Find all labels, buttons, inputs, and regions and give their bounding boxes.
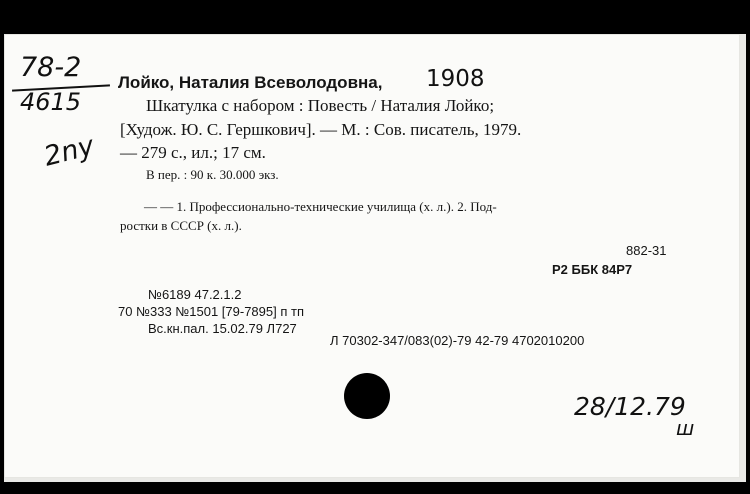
bbk-classification: Р2 ББК 84Р7: [552, 262, 633, 277]
punch-hole: [344, 373, 390, 419]
handwritten-note: 2ny: [40, 130, 98, 173]
udc-index: 882-31: [626, 243, 667, 258]
price-circulation: В пер. : 90 к. 30.000 экз.: [146, 167, 279, 182]
batch-number: 70 №333 №1501 [79-7895] п тп: [118, 304, 304, 319]
print-code: Л 70302-347/083(02)-79 42-79 4702010200: [330, 333, 585, 348]
record-number: №6189 47.2.1.2: [148, 287, 242, 302]
subject-headings: — — 1. Профессионально-технические училища (х. л.). 2. Под-: [144, 199, 497, 214]
handwritten-initials: ш: [676, 416, 695, 440]
title-statement: Шкатулка с набором : Повесть / Наталия Лойко;: [146, 96, 495, 115]
handwritten-date: 28/12.79: [574, 392, 686, 421]
physical-description: — 279 с., ил.; 17 см.: [120, 143, 266, 162]
book-chamber-stamp: Вс.кн.пал. 15.02.79 Л727: [148, 321, 297, 336]
illustrator-publication: [Худож. Ю. С. Гершкович]. — М. : Сов. писатель, 1979.: [120, 120, 522, 139]
shelf-mark-top: 78-2: [20, 52, 82, 83]
subject-headings-continued: ростки в СССР (х. л.).: [120, 218, 242, 233]
shelf-mark-bottom: 4615: [20, 88, 82, 116]
birth-year: 1908: [426, 66, 485, 92]
author-heading: Лойко, Наталия Всеволодовна,: [118, 73, 383, 92]
